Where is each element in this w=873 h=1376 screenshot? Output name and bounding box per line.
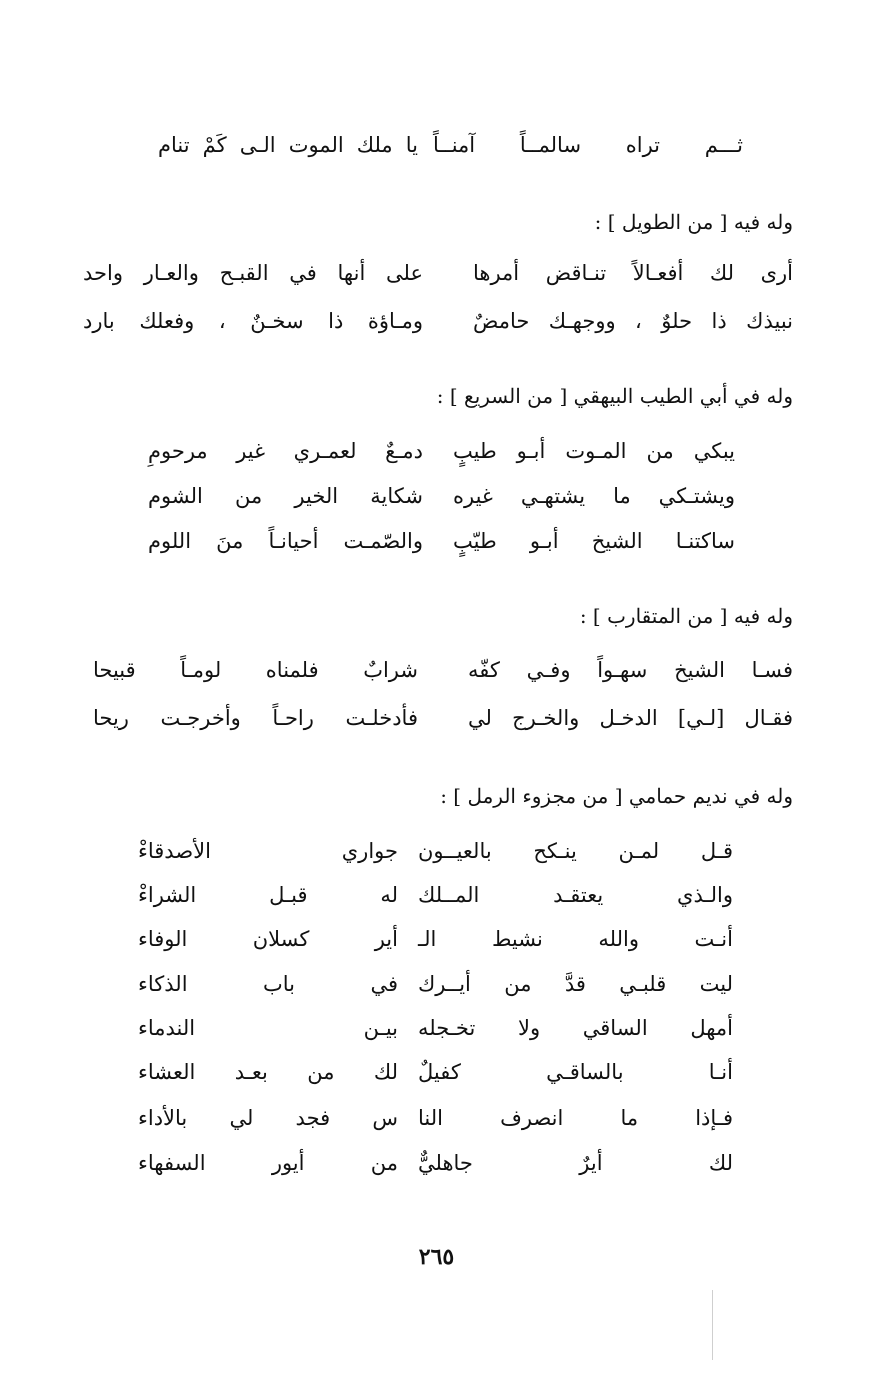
- verse-right-hemistich: فسـا الشيخ سهـواً وفـي كفّه: [468, 658, 793, 682]
- verse-left-hemistich: بيـن الندماء: [138, 1016, 398, 1040]
- verse-left-hemistich: في باب الذكاء: [138, 972, 398, 996]
- verse-right-hemistich: أرى لك أفعـالاً تنـاقض أمرها: [473, 261, 793, 285]
- verse-left-hemistich: شكاية الخير من الشوم: [148, 484, 423, 508]
- verse-right-hemistich: ويشتـكي ما يشتهـي غيره: [453, 484, 735, 508]
- verse-right-hemistich: ليت قلبـي قدَّ من أيــرك: [418, 972, 733, 996]
- verse-left-hemistich: فأدخلـت راحـاً وأخرجـت ريحا: [93, 706, 418, 730]
- scan-mark: [712, 1290, 713, 1360]
- verse-left-hemistich: لك من بعـد العشاء: [138, 1060, 398, 1084]
- verse-right-hemistich: أمهل الساقي ولا تخـجله: [418, 1016, 733, 1040]
- verse-left-hemistich: على أنها في القبـح والعـار واحد: [83, 261, 423, 285]
- verse-right-hemistich: فـإذا ما انصرف النا: [418, 1106, 733, 1130]
- verse-left-hemistich: والصّمـت أحيانـاً منَ اللوم: [148, 529, 423, 553]
- section-heading: وله فيه [ من المتقارب ] :: [579, 604, 793, 628]
- verse-right-hemistich: فقـال [لـي] الدخـل والخـرج لي: [468, 706, 793, 730]
- page-number: ٢٦٥: [418, 1244, 455, 1270]
- verse-right-hemistich: يبكي من المـوت أبـو طيبٍ: [453, 439, 735, 463]
- top-line-left-hemistich: يا ملك الموت الـى كَمْ تنام: [158, 133, 418, 157]
- verse-right-hemistich: قـل لمـن ينـكح بالعيــون: [418, 839, 733, 863]
- verse-left-hemistich: أير كسلان الوفاء: [138, 927, 398, 951]
- section-heading: وله في أبي الطيب البيهقي [ من السريع ] :: [436, 384, 793, 408]
- verse-left-hemistich: من أيور السفهاء: [138, 1151, 398, 1175]
- verse-right-hemistich: لك أيرٌ جاهليٌّ: [418, 1151, 733, 1175]
- verse-right-hemistich: والـذي يعتقـد المــلك: [418, 883, 733, 907]
- verse-left-hemistich: س فجد لي بالأداء: [138, 1106, 398, 1130]
- verse-left-hemistich: شرابٌ فلمناه لومـاً قبيحا: [93, 658, 418, 682]
- verse-right-hemistich: نبيذك ذا حلوٌ ، ووجهـك حامضٌ: [473, 309, 793, 333]
- verse-left-hemistich: ومـاؤة ذا سخـنٌ ، وفعلك بارد: [83, 309, 423, 333]
- verse-left-hemistich: له قبـل الشراءْ: [138, 883, 398, 907]
- top-line-right-hemistich: ثـــم تراه سالمــاً آمنــاً: [433, 133, 743, 157]
- verse-right-hemistich: أنـت والله نشيط الـ: [418, 927, 733, 951]
- section-heading: وله فيه [ من الطويل ] :: [594, 210, 793, 234]
- verse-left-hemistich: جواري الأصدقاءْ: [138, 839, 398, 863]
- verse-right-hemistich: أنـا بالساقـي كفيلٌ: [418, 1060, 733, 1084]
- verse-left-hemistich: دمـعٌ لعمـري غير مرحومِ: [148, 439, 423, 463]
- verse-right-hemistich: ساكتنـا الشيخ أبـو طيّبٍ: [453, 529, 735, 553]
- section-heading: وله في نديم حمامي [ من مجزوء الرمل ] :: [440, 784, 793, 808]
